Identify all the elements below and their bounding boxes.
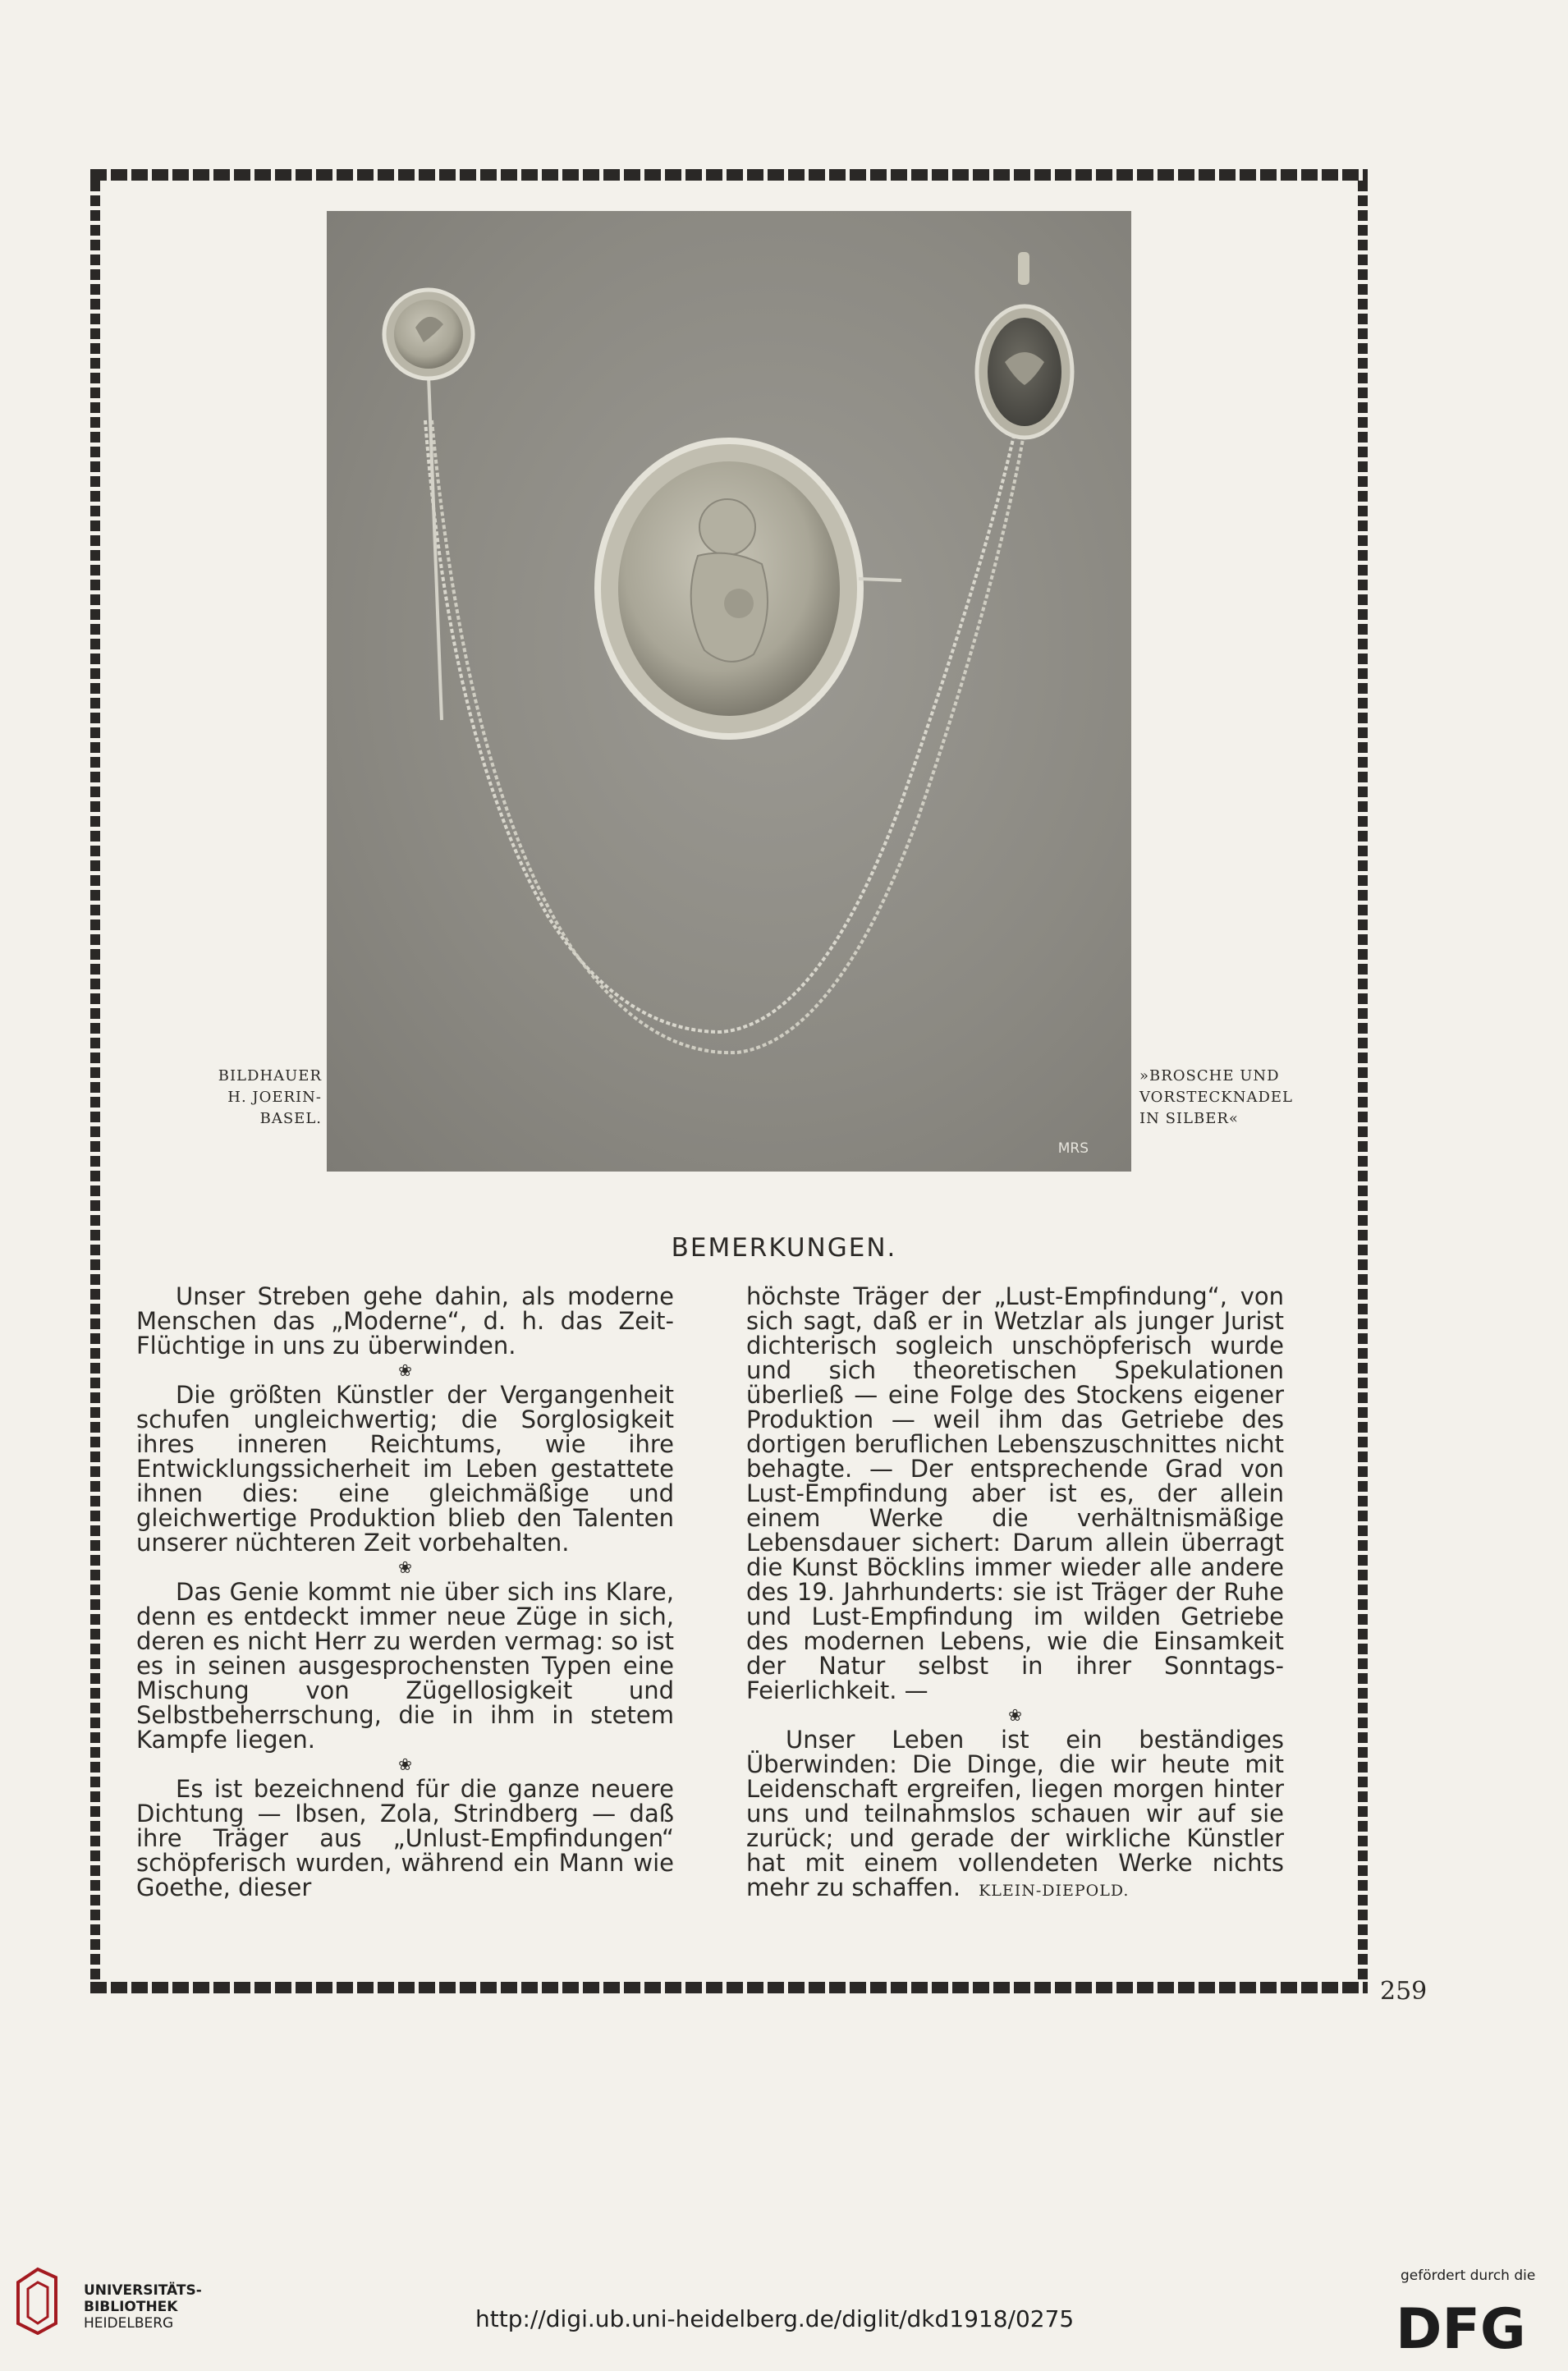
brooch-and-pin-illustration bbox=[327, 211, 1131, 1172]
border-right bbox=[1358, 181, 1368, 1982]
caption-title bbox=[1139, 1066, 1328, 1130]
border-top bbox=[90, 169, 1368, 181]
text-column-left bbox=[136, 1284, 674, 1900]
section-heading: BEMERKUNGEN. bbox=[671, 1233, 897, 1263]
library-name-line: HEIDELBERG bbox=[84, 2315, 174, 2332]
svg-text:DFG: DFG bbox=[1396, 2300, 1526, 2353]
library-name-line: BIBLIOTHEK bbox=[84, 2299, 178, 2315]
caption-title-line: »BROSCHE UND bbox=[1139, 1067, 1280, 1085]
caption-artist-line: H. JOERIN- bbox=[227, 1089, 322, 1106]
border-left bbox=[90, 181, 100, 1982]
caption-artist bbox=[189, 1066, 322, 1130]
paragraph: Unser Streben gehe dahin, als moderne Menschen das „Moderne“, d. h. das Zeit-Flüchtige in uns zu überwinden. bbox=[136, 1282, 674, 1360]
sponsor-text: gefördert durch die bbox=[1401, 2268, 1536, 2284]
digitization-footer bbox=[0, 2233, 1568, 2371]
source-url-link[interactable]: http://digi.ub.uni-heidelberg.de/diglit/dkd1918/0275 bbox=[475, 2305, 1075, 2332]
jewelry-photograph bbox=[327, 211, 1131, 1172]
page-number: 259 bbox=[1380, 1977, 1428, 2006]
paragraph bbox=[746, 1727, 1284, 1903]
library-name-line: UNIVERSITÄTS- bbox=[84, 2282, 202, 2299]
flower-ornament-icon: ❀ bbox=[398, 1557, 412, 1577]
caption-title-line: VORSTECKNADEL bbox=[1139, 1089, 1293, 1106]
library-logo-icon bbox=[13, 2266, 61, 2335]
caption-artist-line: BASEL. bbox=[259, 1110, 322, 1127]
caption-artist-line: BILDHAUER bbox=[218, 1067, 322, 1085]
photographer-monogram: MRS bbox=[1057, 1140, 1089, 1157]
author-signature: KLEIN-DIEPOLD. bbox=[979, 1882, 1130, 1900]
flower-ornament-icon: ❀ bbox=[398, 1360, 412, 1380]
dfg-logo-icon bbox=[1396, 2300, 1543, 2353]
paragraph: Es ist bezeichnend für die ganze neuere Dichtung — Ibsen, Zola, Strindberg — daß ihre Träger aus „Unlust-Empfindungen“ schöpferisch wurden, während ein Mann wie Goethe, dieser bbox=[136, 1775, 674, 1901]
paragraph-text: Unser Leben ist ein beständiges Überwinden: Die Dinge, die wir heute mit Leidenschaft ergreifen, liegen morgen hinter uns und teilnahmslos schauen wir auf sie zurück; und gerade der wirkliche Künstler hat mit einem vollendeten Werke nichts mehr zu schaffen. bbox=[746, 1726, 1284, 1901]
paragraph: Die größten Künstler der Vergangenheit schufen ungleichwertig; die Sorglosigkeit ihres inneren Reichtums, wie ihre Entwicklungssicherheit im Leben gestattete ihnen dies: eine gleichmäßige und gleichwertige Produktion blieb den Talenten unserer nüchteren Zeit vorbehalten. bbox=[136, 1381, 674, 1557]
paragraph: höchste Träger der „Lust-Empfindung“, von sich sagt, daß er in Wetzlar als junger Jurist dichterisch sogleich unschöpferisch wurde und sich theoretischen Spekulationen überließ — eine Folge des Stockens eigener Produktion — weil ihm das Getriebe des dortigen beruflichen Lebenszuschnittes nicht behagte. — Der entsprechende Grad von Lust-Empfindung aber ist es, der allein einem Werke die verhältnismäßige Lebensdauer sichert: Darum allein überragt die Kunst Böcklins immer wieder alle andere des 19. Jahrhunderts: sie ist Träger der Ruhe und Lust-Empfindung im wilden Getriebe des modernen Lebens, wie die Einsamkeit der Natur selbst in ihrer Sonntags-Feierlichkeit. — bbox=[746, 1282, 1284, 1704]
paragraph: Das Genie kommt nie über sich ins Klare, denn es entdeckt immer neue Züge in sich, deren es nicht Herr zu werden vermag: so ist es in seinen ausgesprochensten Typen eine Mischung von Zügellosigkeit und Selbstbeherrschung, die in ihm in stetem Kampfe liegen. bbox=[136, 1578, 674, 1754]
caption-title-line: IN SILBER« bbox=[1139, 1110, 1239, 1127]
text-column-right bbox=[746, 1284, 1284, 1903]
flower-ornament-icon: ❀ bbox=[1008, 1705, 1022, 1725]
library-name bbox=[84, 2282, 202, 2332]
flower-ornament-icon: ❀ bbox=[398, 1754, 412, 1774]
border-bottom bbox=[90, 1982, 1368, 1993]
